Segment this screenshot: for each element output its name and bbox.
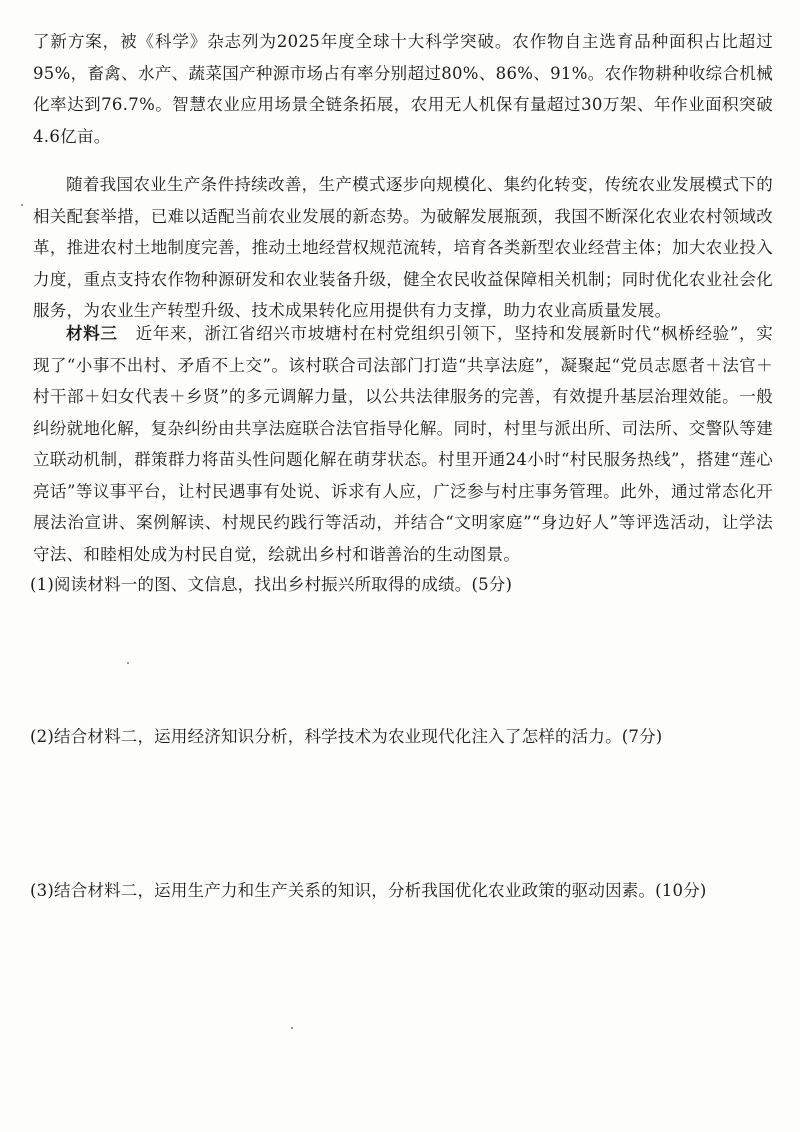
material-three-paragraph (33, 318, 773, 570)
material-three-text: 近年来，浙江省绍兴市坡塘村在村党组织引领下，坚持和发展新时代“枫桥经验”，实现了“小事不出村、矛盾不上交”。该村联合司法部门打造“共享法庭”，凝聚起“党员志愿者＋法官＋村干部＋妇女代表＋乡贤”的多元调解力量，以公共法律服务的完善，有效提升基层治理效能。一般纠纷就地化解，复杂纠纷由共享法庭联合法官指导化解。同时，村里与派出所、司法所、交警队等建立联动机制，群策群力将苗头性问题化解在萌芽状态。村里开通24小时“村民服务热线”，搭建“莲心亮话”等议事平台，让村民遇事有处说、诉求有人应，广泛参与村庄事务管理。此外，通过常态化开展法治宣讲、案例解读、村规民约践行等活动，并结合“文明家庭”“身边好人”等评选活动，让学法守法、和睦相处成为村民自觉，绘就出乡村和谐善治的生动图景。 (33, 324, 774, 564)
scan-speck (291, 1027, 293, 1029)
scan-speck (127, 662, 129, 664)
question-1: (1)阅读材料一的图、文信息，找出乡村振兴所取得的成绩。(5分) (30, 575, 513, 594)
material-three-label: 材料三 (66, 324, 118, 343)
question-3: (3)结合材料二，运用生产力和生产关系的知识，分析我国优化农业政策的驱动因素。(10分) (30, 881, 707, 900)
question-2: (2)结合材料二，运用经济知识分析，科学技术为农业现代化注入了怎样的活力。(7分) (30, 727, 663, 746)
material-two-paragraph-1: 了新方案，被《科学》杂志列为2025年度全球十大科学突破。农作物自主选育品种面积占比超过95%，畜禽、水产、蔬菜国产种源市场占有率分别超过80%、86%、91%。农作物耕种收综合机械化率达到76.7%。智慧农业应用场景全链条拓展，农用无人机保有量超过30万架、年作业面积突破4.6亿亩。 (33, 32, 773, 146)
material-two-paragraph-2: 随着我国农业生产条件持续改善，生产模式逐步向规模化、集约化转变，传统农业发展模式下的相关配套举措，已难以适配当前农业发展的新态势。为破解发展瓶颈，我国不断深化农业农村领域改革，推进农村土地制度完善，推动土地经营权规范流转，培育各类新型农业经营主体；加大农业投入力度，重点支持农作物种源研发和农业装备升级，健全农民收益保障相关机制；同时优化农业社会化服务，为农业生产转型升级、技术成果转化应用提供有力支撑，助力农业高质量发展。 (33, 175, 773, 320)
scan-speck (21, 204, 23, 206)
